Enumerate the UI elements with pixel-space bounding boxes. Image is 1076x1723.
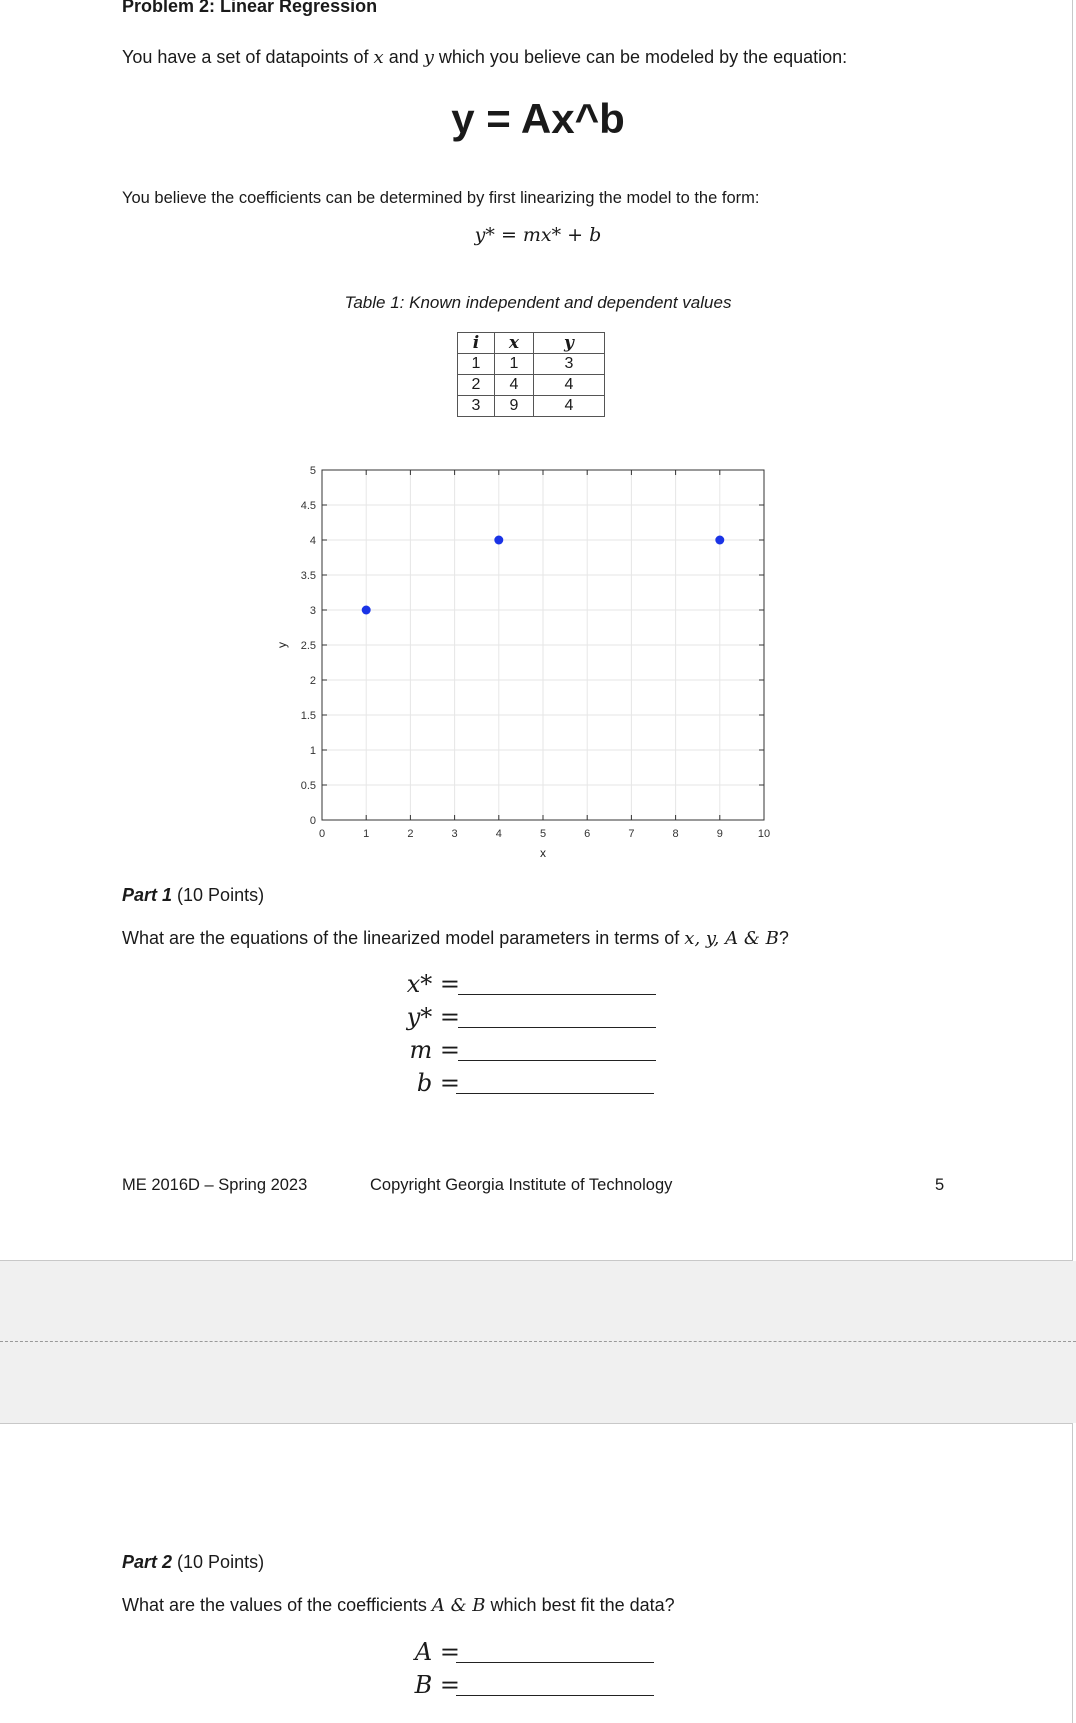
- answer-row-a: [320, 1638, 660, 1668]
- y-tick-label: 2: [309, 675, 316, 687]
- table-row: [458, 375, 605, 396]
- table-cell: 2: [458, 375, 495, 396]
- table-cell: 4: [495, 375, 534, 396]
- y-tick-label: 5: [309, 465, 316, 477]
- answer-label-xstar: x* =: [406, 970, 460, 998]
- intro-text: [122, 47, 847, 68]
- x-tick-label: 0: [318, 828, 326, 840]
- answer-line-b-coef[interactable]: [456, 1695, 654, 1696]
- table-header-row: [458, 333, 605, 354]
- part2-question: [122, 1595, 675, 1616]
- y-tick-label: 0.5: [300, 780, 316, 792]
- answer-row-xstar: [320, 970, 660, 1000]
- answer-line-ystar[interactable]: [458, 1027, 656, 1028]
- answer-line-m[interactable]: [458, 1060, 656, 1061]
- x-tick-label: 3: [451, 828, 458, 840]
- y-tick-label: 3.5: [300, 570, 316, 582]
- answer-label-a: A =: [414, 1638, 460, 1666]
- x-tick-label: 10: [757, 828, 771, 840]
- table-cell: 9: [495, 396, 534, 417]
- part1-question-prefix: What are the equations of the linearized model parameters in terms of: [122, 928, 685, 948]
- table-header-y: y: [534, 333, 605, 354]
- part2-title: Part 2: [122, 1552, 173, 1572]
- intro-and: and: [383, 47, 424, 67]
- intro-prefix: You have a set of datapoints of: [122, 47, 374, 67]
- table-caption: Table 1: Known independent and dependent values: [344, 293, 732, 312]
- x-tick-label: 9: [716, 828, 723, 840]
- y-axis-label: y: [275, 642, 289, 648]
- intro-suffix: which you believe can be modeled by the equation:: [433, 47, 848, 67]
- answer-row-b: [320, 1069, 660, 1099]
- page-break-divider: [0, 1341, 1076, 1342]
- table-header-x: x: [495, 333, 534, 354]
- footer-copyright: Copyright Georgia Institute of Technology: [370, 1176, 673, 1194]
- table-row: [458, 396, 605, 417]
- answer-label-b: b =: [416, 1069, 460, 1097]
- part2-question-vars: A & B: [431, 1595, 486, 1616]
- y-tick-label: 1.5: [300, 710, 316, 722]
- part1-question-suffix: ?: [778, 928, 789, 948]
- model-equation: y = Ax^b: [451, 95, 625, 142]
- table-header-i: i: [458, 333, 495, 354]
- intro-var-y: y: [423, 47, 434, 68]
- answer-line-xstar[interactable]: [458, 994, 656, 995]
- part1-question-vars: x, y, A & B: [684, 928, 779, 949]
- answer-label-ystar: y* =: [406, 1003, 460, 1031]
- x-tick-label: 8: [672, 828, 679, 840]
- table-cell: 3: [458, 396, 495, 417]
- y-tick-label: 1: [309, 745, 316, 757]
- y-tick-label: 4: [309, 535, 316, 547]
- answer-label-b-coef: B =: [414, 1671, 460, 1699]
- y-tick-label: 2.5: [300, 640, 316, 652]
- answer-line-a[interactable]: [456, 1662, 654, 1663]
- answer-row-ystar: [320, 1003, 660, 1033]
- linear-form-equation: y* = mx* + b: [474, 224, 602, 246]
- part1-points: (10 Points): [172, 885, 265, 905]
- x-tick-label: 7: [628, 828, 635, 840]
- data-point: [494, 536, 503, 545]
- problem-heading: Problem 2: Linear Regression: [122, 0, 378, 16]
- x-axis-label: x: [540, 846, 546, 860]
- page-gap: [0, 1261, 1076, 1423]
- table-row: [458, 354, 605, 375]
- y-tick-label: 4.5: [300, 500, 316, 512]
- data-point: [715, 536, 724, 545]
- part1-question: [122, 928, 789, 949]
- table-cell: 4: [534, 396, 605, 417]
- table-cell: 1: [495, 354, 534, 375]
- intro-var-x: x: [373, 47, 384, 68]
- data-table: [457, 332, 605, 417]
- answer-row-b-coef: [320, 1671, 660, 1701]
- table-cell: 3: [534, 354, 605, 375]
- scatter-chart: [250, 460, 790, 870]
- table-cell: 4: [534, 375, 605, 396]
- part2-question-prefix: What are the values of the coefficients: [122, 1595, 432, 1615]
- answer-row-m: [320, 1036, 660, 1066]
- y-tick-label: 3: [309, 605, 316, 617]
- table-cell: 1: [458, 354, 495, 375]
- footer-page-number: 5: [935, 1176, 945, 1194]
- part2-points: (10 Points): [172, 1552, 265, 1572]
- x-tick-label: 6: [584, 828, 591, 840]
- part2-question-suffix: which best fit the data?: [485, 1595, 675, 1615]
- linearize-text: You believe the coefficients can be determined by first linearizing the model to the form:: [122, 189, 760, 207]
- y-tick-label: 0: [309, 815, 316, 827]
- footer-course: ME 2016D – Spring 2023: [122, 1176, 308, 1194]
- page-2: [0, 1423, 1073, 1723]
- answer-label-m: m =: [409, 1036, 460, 1064]
- part1-heading: [122, 885, 264, 906]
- x-tick-label: 4: [495, 828, 502, 840]
- part1-title: Part 1: [122, 885, 173, 905]
- x-tick-label: 2: [407, 828, 414, 840]
- x-tick-label: 5: [539, 828, 547, 840]
- part2-heading: [122, 1552, 264, 1573]
- data-point: [362, 606, 371, 615]
- answer-line-b[interactable]: [456, 1093, 654, 1094]
- x-tick-label: 1: [363, 828, 370, 840]
